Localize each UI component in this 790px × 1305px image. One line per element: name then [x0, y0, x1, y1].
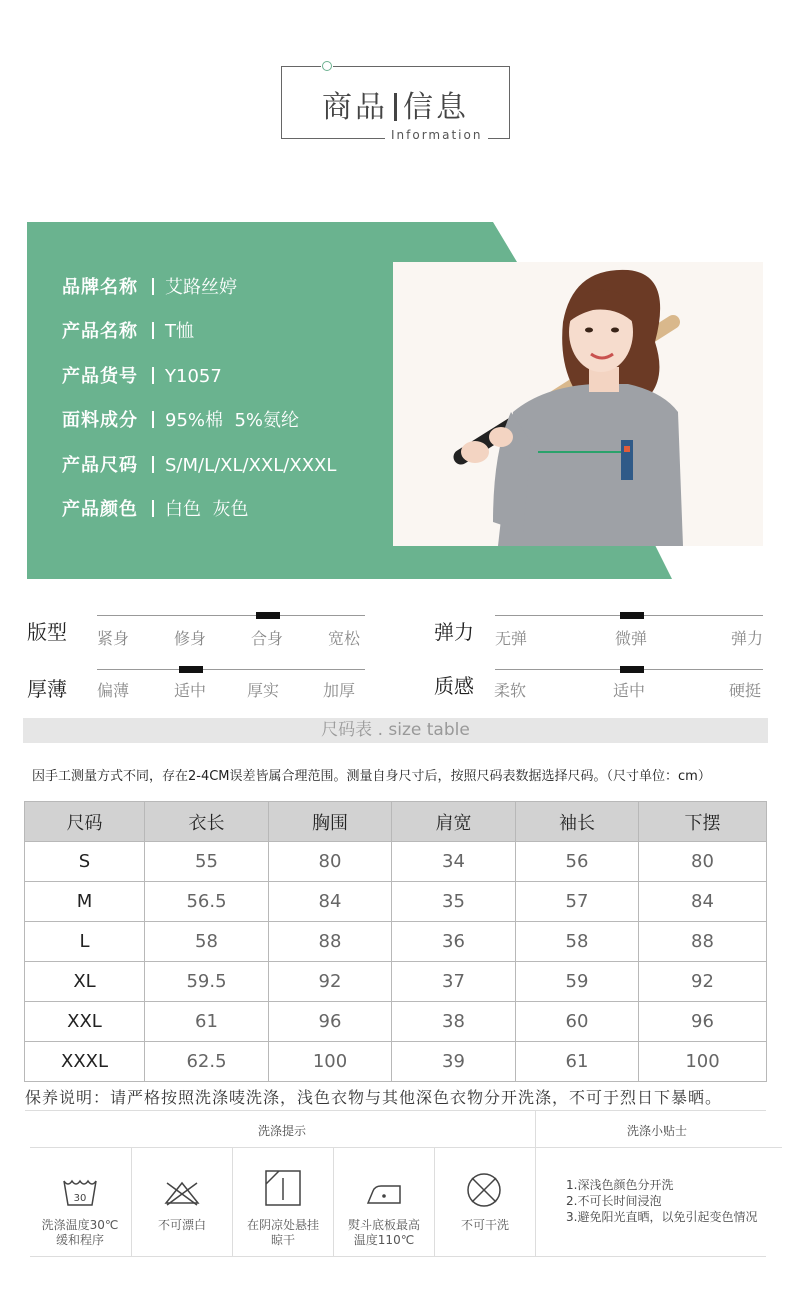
- scale-marker-thickness: [179, 666, 203, 673]
- table-cell: 38: [392, 1002, 516, 1042]
- column-header: 袖长: [516, 802, 639, 842]
- table-row: [25, 842, 767, 882]
- divider: [131, 1147, 132, 1256]
- scale-option: 适中: [174, 681, 207, 700]
- scale-option: 硬挺: [729, 681, 762, 700]
- scale-option: 修身: [174, 629, 207, 648]
- table-cell: 92: [639, 962, 767, 1002]
- scale-option: 偏薄: [97, 681, 130, 700]
- iron-icon: [366, 1180, 404, 1210]
- circle-ornament-icon: [322, 61, 332, 71]
- divider: [30, 1256, 766, 1257]
- tip-item: 1.深浅色颜色分开洗: [566, 1178, 674, 1192]
- table-cell: 36: [392, 922, 516, 962]
- table-cell: 34: [392, 842, 516, 882]
- table-row: [25, 882, 767, 922]
- table-cell: 61: [145, 1002, 269, 1042]
- scale-label-thickness: 厚薄: [27, 677, 67, 701]
- wash-label: 在阴凉处悬挂 晾干: [246, 1218, 319, 1247]
- table-cell: 92: [269, 962, 392, 1002]
- scale-option: 合身: [251, 629, 284, 648]
- svg-text:30: 30: [73, 1193, 87, 1204]
- scale-option: 加厚: [323, 681, 356, 700]
- scale-label-fit: 版型: [27, 620, 67, 644]
- scale-marker-texture: [620, 666, 644, 673]
- wash-label: 不可漂白: [157, 1218, 206, 1232]
- wash-label: 熨斗底板最高 温度110℃: [347, 1218, 420, 1247]
- scale-option: 无弹: [495, 629, 528, 648]
- table-header-row: [25, 802, 767, 842]
- divider: [30, 1147, 782, 1148]
- size-table-banner: 尺码表 . size table: [23, 718, 768, 743]
- measurement-note: 因手工测量方式不同，存在2-4CM误差皆属合理范围。测量自身尺寸后，按照尺码表数据选择尺码。（尺寸单位：cm）: [32, 769, 711, 784]
- table-row: [25, 962, 767, 1002]
- table-cell: 80: [639, 842, 767, 882]
- column-header: 下摆: [639, 802, 767, 842]
- table-cell: 56: [516, 842, 639, 882]
- divider: [25, 1110, 766, 1111]
- divider: [434, 1147, 435, 1256]
- tips-title: 洗涤小贴士: [627, 1124, 688, 1138]
- table-cell: 55: [145, 842, 269, 882]
- table-cell: 35: [392, 882, 516, 922]
- info-sizes: 产品尺码 S/M/L/XL/XXL/XXXL: [62, 455, 337, 476]
- size-table: [24, 801, 767, 1082]
- info-brand: 品牌名称 艾路丝婷: [62, 277, 237, 298]
- line-dry-shade-icon: [265, 1170, 301, 1210]
- tip-item: 2.不可长时间浸泡: [566, 1194, 662, 1208]
- table-cell: 96: [269, 1002, 392, 1042]
- scale-option: 宽松: [328, 629, 361, 648]
- scale-track-fit: [97, 615, 365, 616]
- page-title: 商品 信息: [322, 90, 469, 125]
- column-header: 肩宽: [392, 802, 516, 842]
- table-row: [25, 1002, 767, 1042]
- table-cell: 84: [269, 882, 392, 922]
- scale-label-elasticity: 弹力: [434, 620, 474, 644]
- info-material: 面料成分 95%棉 5%氨纶: [62, 410, 300, 431]
- table-cell: M: [25, 882, 145, 922]
- wash-label: 洗涤温度30℃ 缓和程序: [41, 1218, 119, 1247]
- table-cell: 57: [516, 882, 639, 922]
- scale-marker-fit: [256, 612, 280, 619]
- washing-title: 洗涤提示: [258, 1124, 307, 1138]
- table-cell: 59.5: [145, 962, 269, 1002]
- table-cell: 56.5: [145, 882, 269, 922]
- wash-label: 不可干洗: [460, 1218, 509, 1232]
- no-dry-clean-icon: [466, 1172, 502, 1212]
- page-subtitle: Information: [385, 128, 488, 142]
- column-header: 胸围: [269, 802, 392, 842]
- scale-option: 弹力: [731, 629, 764, 648]
- scale-marker-elasticity: [620, 612, 644, 619]
- table-cell: 100: [269, 1042, 392, 1082]
- section-header: [281, 66, 510, 142]
- table-cell: XXXL: [25, 1042, 145, 1082]
- table-cell: 100: [639, 1042, 767, 1082]
- washing-tips: [566, 1177, 757, 1225]
- no-bleach-icon: [163, 1180, 201, 1210]
- table-cell: XXL: [25, 1002, 145, 1042]
- scale-track-thickness: [97, 669, 365, 670]
- table-cell: 88: [269, 922, 392, 962]
- info-colors: 产品颜色 白色 灰色: [62, 499, 249, 520]
- table-row: [25, 1042, 767, 1082]
- table-cell: 60: [516, 1002, 639, 1042]
- table-cell: 96: [639, 1002, 767, 1042]
- table-cell: L: [25, 922, 145, 962]
- divider: [535, 1110, 536, 1256]
- table-cell: 88: [639, 922, 767, 962]
- column-header: 尺码: [25, 802, 145, 842]
- table-cell: 58: [516, 922, 639, 962]
- table-cell: 62.5: [145, 1042, 269, 1082]
- scale-option: 紧身: [97, 629, 130, 648]
- scale-label-texture: 质感: [434, 674, 474, 698]
- table-cell: 80: [269, 842, 392, 882]
- table-row: [25, 922, 767, 962]
- info-product-name: 产品名称 T恤: [62, 321, 194, 342]
- table-cell: 59: [516, 962, 639, 1002]
- table-cell: 37: [392, 962, 516, 1002]
- scale-option: 微弹: [615, 629, 648, 648]
- tip-item: 3.避免阳光直晒，以免引起变色情况: [566, 1210, 758, 1224]
- table-cell: 58: [145, 922, 269, 962]
- table-cell: 61: [516, 1042, 639, 1082]
- scale-option: 厚实: [247, 681, 280, 700]
- table-cell: S: [25, 842, 145, 882]
- table-cell: 84: [639, 882, 767, 922]
- table-cell: 39: [392, 1042, 516, 1082]
- care-instructions: 保养说明：请严格按照洗涤唛洗涤，浅色衣物与其他深色衣物分开洗涤，不可于烈日下暴晒。: [25, 1088, 723, 1107]
- scale-option: 柔软: [494, 681, 527, 700]
- model-photo: [393, 262, 763, 546]
- table-cell: XL: [25, 962, 145, 1002]
- info-item-number: 产品货号 Y1057: [62, 366, 222, 387]
- scale-option: 适中: [613, 681, 646, 700]
- column-header: 衣长: [145, 802, 269, 842]
- wash-30-icon: [62, 1177, 98, 1211]
